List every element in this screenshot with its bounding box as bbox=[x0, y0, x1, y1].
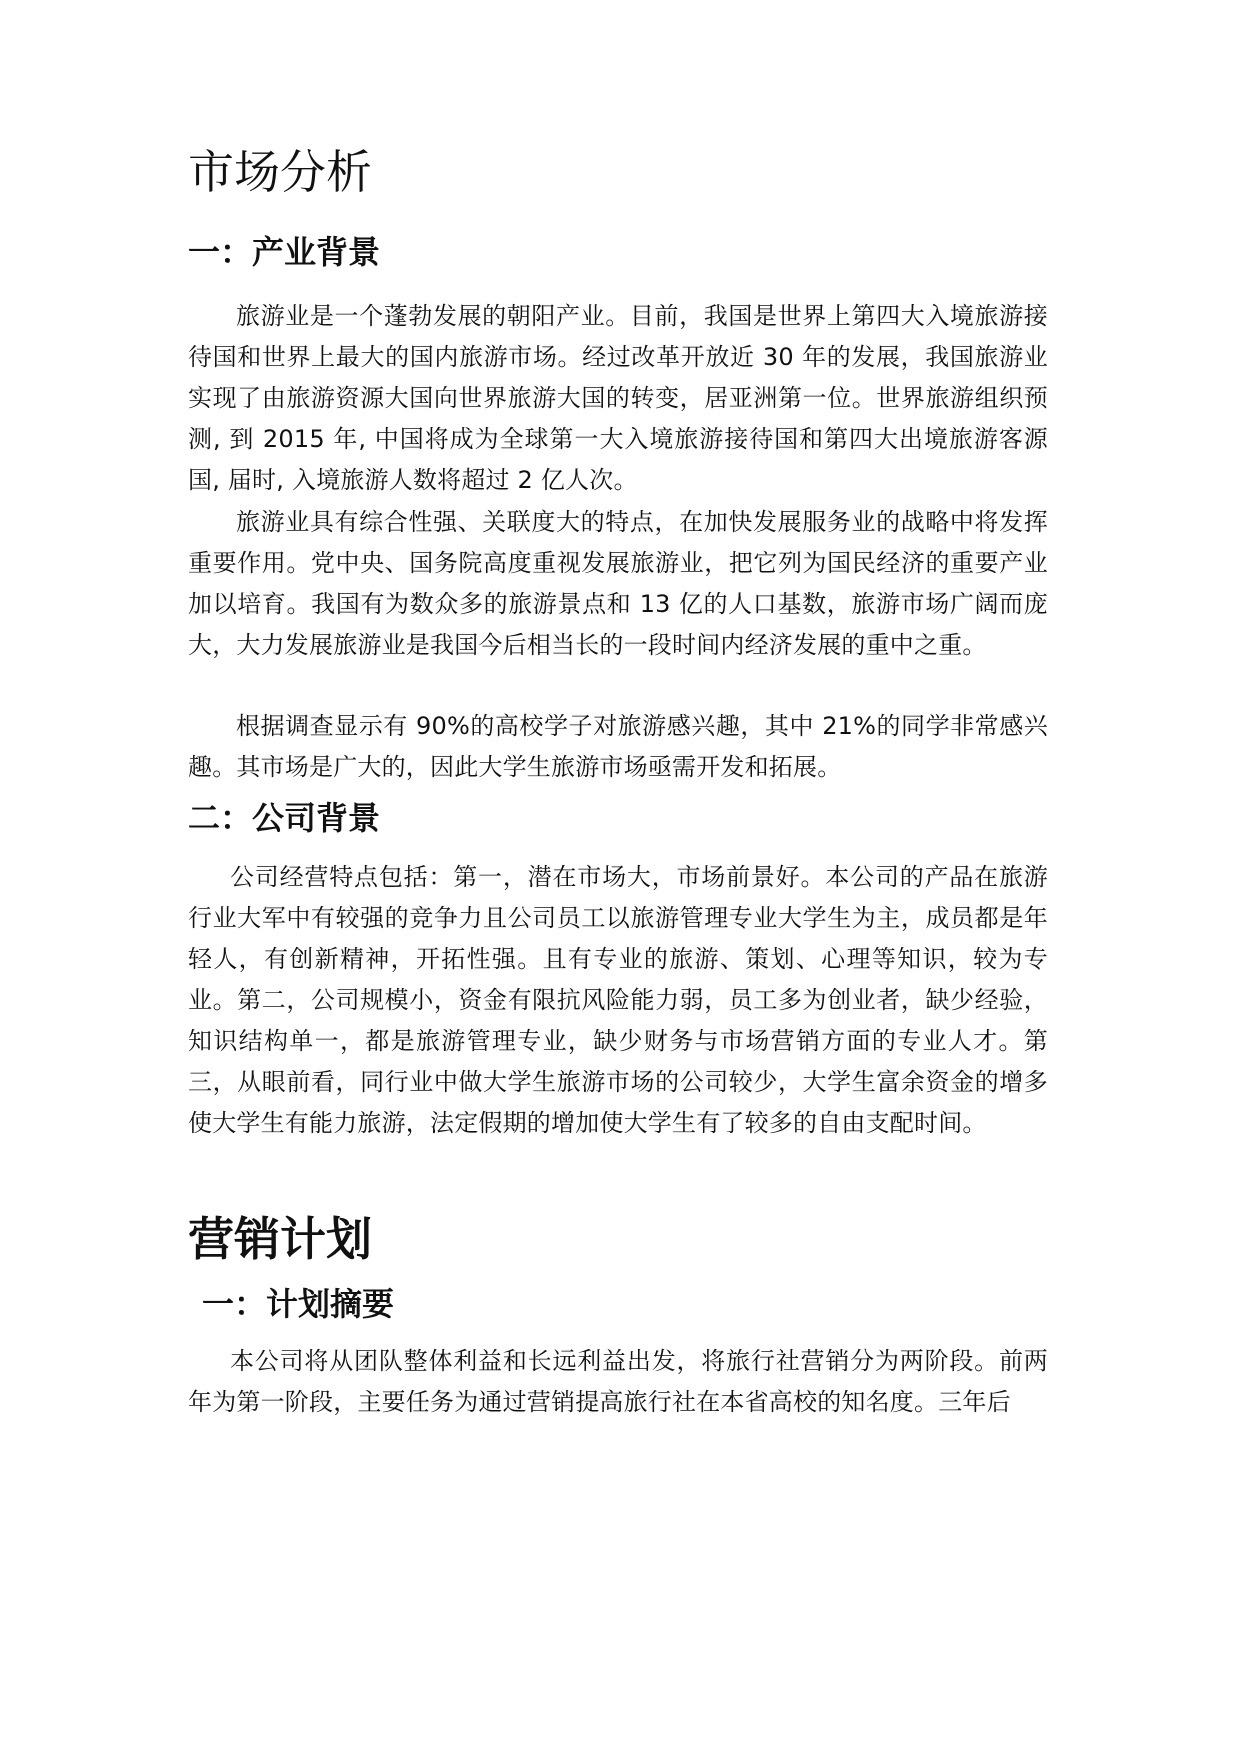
paragraph-plan-summary-1: 本公司将从团队整体利益和长远利益出发，将旅行社营销分为两阶段。前两年为第一阶段，主要任务为通过营销提高旅行社在本省高校的知名度。三年后 bbox=[188, 1347, 1048, 1416]
section-title-market-analysis: 市场分析 bbox=[188, 145, 372, 199]
heading-plan-summary: 一：计划摘要 bbox=[202, 1285, 395, 1323]
heading-industry-background: 一：产业背景 bbox=[188, 233, 381, 271]
heading-company-background: 二：公司背景 bbox=[188, 799, 381, 837]
paragraph-industry-3: 根据调查显示有 90%的高校学子对旅游感兴趣，其中 21%的同学非常感兴趣。其市场是广大的，因此大学生旅游市场亟需开发和拓展。 bbox=[188, 712, 1048, 781]
section-title-marketing-plan: 营销计划 bbox=[188, 1212, 372, 1266]
paragraph-industry-2: 旅游业具有综合性强、关联度大的特点，在加快发展服务业的战略中将发挥重要作用。党中央、国务院高度重视发展旅游业，把它列为国民经济的重要产业加以培育。我国有为数众多的旅游景点和 13 亿的人口基数，旅游市场广阔而庞大，大力发展旅游业是我国今后相当长的一段时间内经济发展的重中之重。 bbox=[188, 508, 1048, 659]
paragraph-company-1: 公司经营特点包括：第一，潜在市场大，市场前景好。本公司的产品在旅游行业大军中有较强的竞争力且公司员工以旅游管理专业大学生为主，成员都是年轻人，有创新精神，开拓性强。且有专业的旅游、策划、心理等知识，较为专业。第二，公司规模小，资金有限抗风险能力弱，员工多为创业者，缺少经验，知识结构单一，都是旅游管理专业，缺少财务与市场营销方面的专业人才。第三，从眼前看，同行业中做大学生旅游市场的公司较少，大学生富余资金的增多使大学生有能力旅游，法定假期的增加使大学生有了较多的自由支配时间。 bbox=[188, 863, 1048, 1137]
paragraph-industry-1: 旅游业是一个蓬勃发展的朝阳产业。目前，我国是世界上第四大入境旅游接待国和世界上最大的国内旅游市场。经过改革开放近 30 年的发展，我国旅游业实现了由旅游资源大国向世界旅游大国的转变，居亚洲第一位。世界旅游组织预测, 到 2015 年, 中国将成为全球第一大入境旅游接待国和第四大出境旅游客源国, 届时, 入境旅游人数将超过 2 亿人次。 bbox=[188, 302, 1048, 494]
